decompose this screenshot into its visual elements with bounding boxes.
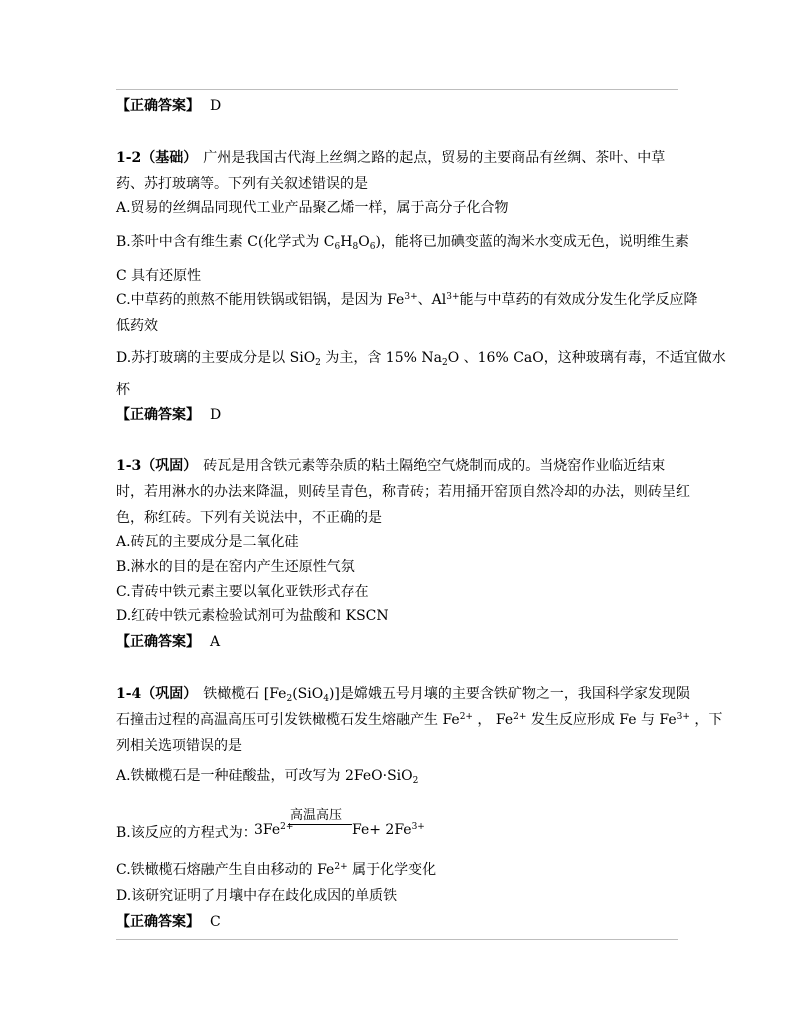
- subscript: 2: [441, 358, 448, 368]
- products-text: Fe+ 2Fe: [352, 822, 412, 838]
- subscript: 6: [334, 242, 341, 252]
- option-c-text: 、Al: [417, 292, 447, 308]
- option-b-text: )，能将已加碘变蓝的淘米水变成无色，说明维生素: [375, 234, 689, 250]
- subscript: 4: [323, 694, 329, 704]
- stem-text: 广州是我国古代海上丝绸之路的起点，贸易的主要商品有丝绸、茶叶、中草: [203, 150, 666, 166]
- option-c-text: C.中草药的煎熬不能用铁锅或铝锅，是因为 Fe: [116, 292, 405, 308]
- superscript: 3+: [411, 822, 425, 832]
- option-b-cont: C 具有还原性: [116, 268, 202, 284]
- bottom-divider: [116, 939, 678, 940]
- option-d-text: 为主，含 15% Na: [320, 350, 442, 366]
- option-b-text: B.该反应的方程式为：: [116, 825, 257, 841]
- stem-text: 铁橄榄石 [Fe: [203, 686, 287, 702]
- question-number: 1-2: [116, 150, 142, 166]
- superscript: 3+: [676, 712, 690, 722]
- answer-value: D: [210, 407, 222, 423]
- option-d-cont: 杯: [116, 382, 130, 398]
- option-a: [116, 766, 418, 786]
- answer-value: A: [210, 634, 221, 650]
- option-b-text: B.茶叶中含有维生素 C(化学式为 C: [116, 234, 335, 250]
- option-d: D.红砖中铁元素检验试剂可为盐酸和 KSCN: [116, 608, 389, 624]
- question-1-2-stem-line1: [116, 148, 665, 168]
- option-c-cont: 低药效: [116, 318, 158, 334]
- option-d: [116, 348, 726, 368]
- option-d: D.该研究证明了月壤中存在歧化成因的单质铁: [116, 888, 398, 904]
- option-b: [116, 232, 689, 252]
- question-1-3-stem-line2: 时，若用淋水的办法来降温，则砖呈青色，称青砖；若用捅开窑顶自然冷却的办法，则砖呈红: [116, 484, 690, 500]
- question-1-3-stem-line3: 色，称红砖。下列有关说法中，不正确的是: [116, 510, 382, 526]
- option-b-equation: [116, 804, 616, 852]
- answer-line-1-2: [116, 405, 221, 425]
- difficulty-tag: （基础）: [141, 150, 198, 166]
- option-b: B.淋水的目的是在窑内产生还原性气氛: [116, 559, 355, 575]
- question-1-4-stem-line1: [116, 684, 690, 704]
- option-c-text: 属于化学变化: [347, 862, 437, 878]
- superscript: 2+: [280, 822, 294, 832]
- answer-line-1-3: [116, 632, 220, 652]
- option-a: A.砖瓦的主要成分是二氧化硅: [116, 534, 299, 550]
- stem-text: 发生反应形成 Fe 与 Fe: [526, 712, 677, 728]
- superscript: 3+: [446, 292, 460, 302]
- option-b-text: H: [340, 234, 353, 250]
- answer-label: 【正确答案】: [116, 98, 200, 114]
- question-number: 1-4: [116, 686, 142, 702]
- option-d-text: O 、16% CaO，这种玻璃有毒，不适宜做水: [447, 350, 726, 366]
- stem-text: ， Fe: [472, 712, 514, 728]
- superscript: 2+: [459, 712, 473, 722]
- question-1-4-stem-line2: [116, 710, 722, 730]
- subscript: 2: [412, 776, 419, 786]
- answer-label: 【正确答案】: [116, 914, 200, 930]
- reactant-text: 3Fe: [254, 822, 281, 838]
- option-c: C.青砖中铁元素主要以氧化亚铁形式存在: [116, 584, 369, 600]
- difficulty-tag: （巩固）: [141, 686, 198, 702]
- superscript: 2+: [334, 862, 348, 872]
- question-1-3-stem-line1: [116, 456, 665, 476]
- answer-line-1-1: [116, 96, 221, 116]
- difficulty-tag: （巩固）: [141, 458, 198, 474]
- answer-line-1-4: [116, 912, 221, 932]
- answer-value: C: [210, 914, 221, 930]
- question-1-4-stem-line3: 列相关选项错误的是: [116, 738, 242, 754]
- top-divider: [116, 89, 678, 90]
- stem-text: ，下: [689, 712, 723, 728]
- option-a-text: A.铁橄榄石是一种硅酸盐，可改写为 2FeO·SiO: [116, 768, 413, 784]
- subscript: 2: [315, 358, 321, 368]
- option-a: A.贸易的丝绸品同现代工业产品聚乙烯一样，属于高分子化合物: [116, 200, 509, 216]
- subscript: 2: [286, 694, 293, 704]
- subscript: 6: [369, 242, 376, 252]
- superscript: 2+: [513, 712, 527, 722]
- reaction-condition: 高温高压: [290, 808, 343, 823]
- question-number: 1-3: [116, 458, 142, 474]
- option-b-text: O: [358, 234, 370, 250]
- reaction-arrow-bar: [288, 824, 352, 825]
- question-1-2-stem-line2: 药、苏打玻璃等。下列有关叙述错误的是: [116, 176, 368, 192]
- stem-text: 砖瓦是用含铁元素等杂质的粘土隔绝空气烧制而成的。当烧窑作业临近结束: [203, 458, 666, 474]
- equation-products: [352, 822, 425, 838]
- option-c-text: C.铁橄榄石熔融产生自由移动的 Fe: [116, 862, 335, 878]
- stem-text: 石撞击过程的高温高压可引发铁橄榄石发生熔融产生 Fe: [116, 712, 460, 728]
- subscript: 8: [352, 242, 359, 252]
- stem-text: (SiO: [292, 686, 324, 702]
- answer-label: 【正确答案】: [116, 634, 200, 650]
- answer-label: 【正确答案】: [116, 407, 200, 423]
- option-c: [116, 860, 436, 880]
- option-c-text: 能与中草药的有效成分发生化学反应降: [459, 292, 698, 308]
- answer-value: D: [210, 98, 222, 114]
- stem-text: )]是嫦娥五号月壤的主要含铁矿物之一，我国科学家发现陨: [328, 686, 690, 702]
- superscript: 3+: [404, 292, 418, 302]
- option-c: [116, 290, 698, 310]
- option-d-text: D.苏打玻璃的主要成分是以 SiO: [116, 350, 316, 366]
